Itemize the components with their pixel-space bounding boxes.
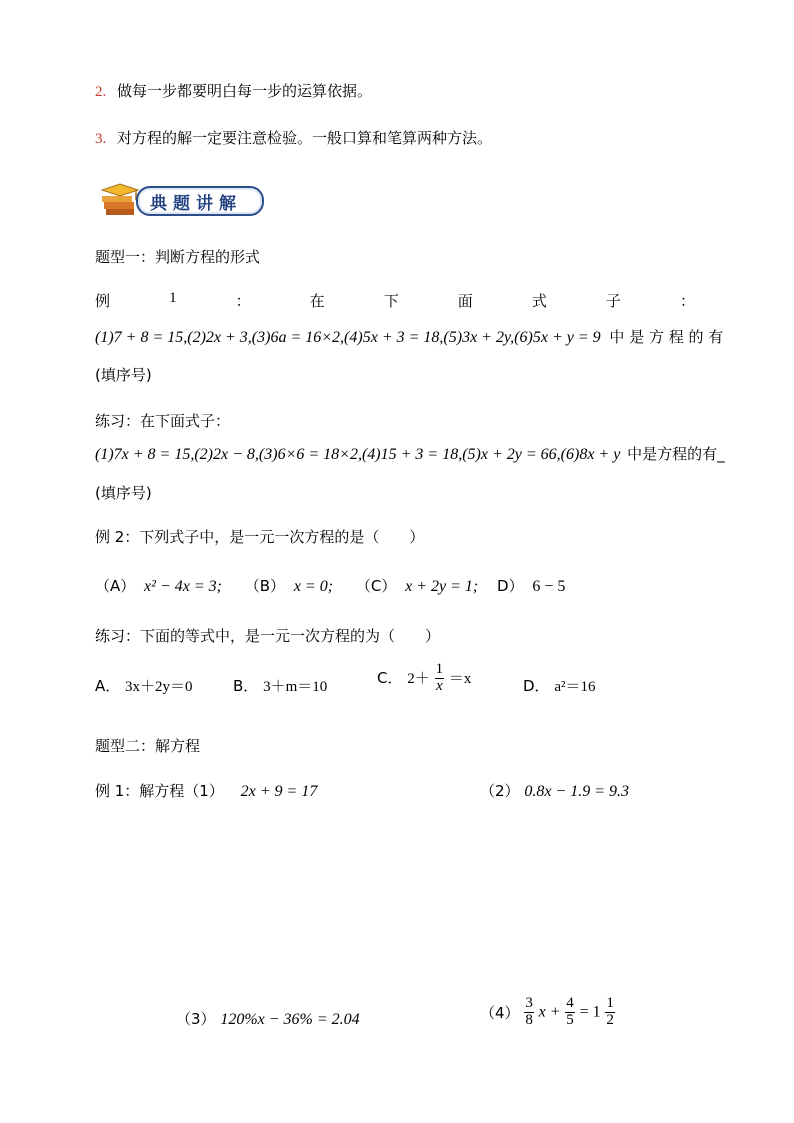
example1-note: (填序号) — [95, 366, 152, 384]
equation-label: （4） — [480, 1003, 520, 1022]
section-title: 题型二：解方程 — [95, 737, 201, 755]
lead-char: 1 — [169, 290, 177, 306]
option-expr: 6 − 5 — [532, 578, 566, 595]
section-banner — [98, 180, 268, 220]
fraction — [524, 996, 534, 1029]
note-text: 做每一步都要明白每一步的运算依据。 — [117, 82, 373, 100]
fraction-denominator: 2 — [606, 1011, 614, 1028]
lead-char: 在 — [309, 292, 325, 310]
fraction-denominator: 8 — [525, 1011, 533, 1028]
example1-lead — [95, 290, 695, 311]
practice2-option-c — [377, 662, 471, 695]
option-label: A． — [95, 677, 121, 695]
option-expr-post: ＝x — [448, 670, 472, 687]
practice2-option-a — [95, 675, 193, 696]
fraction-numerator: 3 — [525, 995, 533, 1011]
option-label: D） — [497, 577, 524, 595]
math-expression: (1)7 + 8 = 15,(2)2x + 3,(3)6a = 16×2,(4)5x + 3 = 18,(5)3x + 2y,(6)5x + y = 9 — [95, 329, 601, 346]
math-expression: x + — [538, 1003, 561, 1021]
equation-3 — [176, 1008, 360, 1029]
lead-char: ： — [235, 292, 251, 310]
option-expr: x = 0; — [293, 578, 334, 595]
option-expr: 3＋m＝10 — [263, 679, 328, 695]
practice2-title: 练习：下面的等式中，是一元一次方程的为（ ） — [95, 627, 441, 645]
option-label: （B） — [244, 577, 286, 595]
option-expr: a²＝16 — [554, 679, 596, 695]
lead-char: 子 — [605, 292, 621, 310]
note-number: 3. — [95, 131, 107, 147]
option-label: D． — [523, 677, 550, 695]
lead-char: 式 — [531, 292, 547, 310]
lead-char: ： — [679, 292, 695, 310]
practice1-title: 练习：在下面式子： — [95, 412, 231, 430]
option-label: B． — [233, 677, 259, 695]
math-expression: 0.8x − 1.9 = 9.3 — [524, 783, 630, 800]
fraction-denominator: 5 — [566, 1011, 574, 1028]
equation-1 — [95, 780, 317, 801]
expression-tail: 中是方程的有_ — [627, 445, 725, 463]
option-label: （A） — [95, 577, 136, 595]
lead-char: 面 — [457, 292, 473, 310]
equation-label: （3） — [176, 1010, 216, 1028]
practice1-line — [95, 443, 725, 464]
expression-tail: 中 是 方 程 的 有 — [609, 328, 724, 346]
equation-label: （2） — [480, 782, 520, 800]
option-expr: 3x＋2y＝0 — [125, 679, 193, 695]
practice1-note: (填序号) — [95, 484, 152, 502]
math-expression: 120%x − 36% = 2.04 — [220, 1011, 360, 1028]
math-expression: 2x + 9 = 17 — [240, 783, 318, 800]
equation-4 — [480, 996, 615, 1029]
note-3 — [95, 127, 492, 148]
fraction-denominator: x — [435, 677, 443, 694]
option-label: C． — [377, 668, 403, 687]
section-title: 题型一：判断方程的形式 — [95, 248, 261, 266]
practice2-option-d — [523, 675, 596, 696]
fraction-numerator: 4 — [566, 995, 574, 1011]
fraction-numerator: 1 — [606, 995, 614, 1011]
math-expression: = 1 — [579, 1003, 601, 1021]
option-expr: x + 2y = 1; — [405, 578, 479, 595]
lead-char: 下 — [383, 292, 399, 310]
option-expr: x² − 4x = 3; — [144, 578, 222, 595]
practice2-option-b — [233, 675, 327, 696]
fraction-numerator: 1 — [435, 661, 444, 677]
note-2 — [95, 80, 372, 101]
example-lead: 例 1：解方程（1） — [95, 782, 224, 800]
example2-title: 例 2：下列式子中，是一元一次方程的是（ ） — [95, 528, 425, 546]
equation-2 — [480, 780, 629, 801]
option-expr-pre: 2＋ — [407, 670, 430, 687]
fraction — [435, 662, 445, 695]
fraction — [605, 996, 615, 1029]
example2-options — [95, 575, 565, 596]
fraction — [565, 996, 575, 1029]
lead-char: 例 — [95, 292, 111, 310]
banner-title: 典题讲解 — [150, 194, 242, 214]
example1-line — [95, 326, 723, 347]
note-text: 对方程的解一定要注意检验。一般口算和笔算两种方法。 — [117, 129, 493, 147]
option-label: （C） — [355, 577, 397, 595]
math-expression: (1)7x + 8 = 15,(2)2x − 8,(3)6×6 = 18×2,(4)15 + 3 = 18,(5)x + 2y = 66,(6)8x + y — [95, 446, 621, 463]
note-number: 2. — [95, 84, 107, 100]
